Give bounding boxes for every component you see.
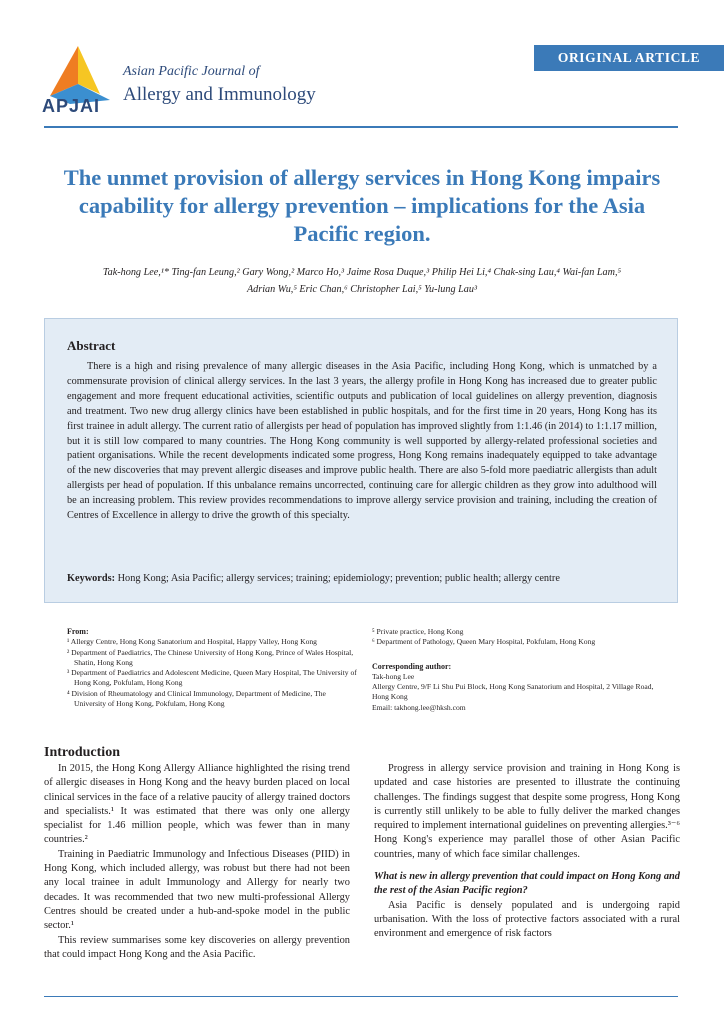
author-list — [56, 264, 668, 298]
intro-paragraph-1: In 2015, the Hong Kong Allergy Alliance highlighted the rising trend of allergic diseases in Hong Kong and the heavy burden placed on local clinical services in the face of a relative paucity of allergy trained doctors and specialists.¹ It was estimated that there was only one allergy specialist for 1.46 million people, which was fewer than in many countries.² — [44, 763, 350, 846]
affiliation-5: ⁵ Private practice, Hong Kong — [372, 627, 464, 636]
affiliation-4: ⁴ Division of Rheumatology and Clinical Immunology, Department of Medicine, The University of Hong Kong, Pokfulam, Hong Kong — [67, 688, 326, 709]
footer-divider — [44, 996, 678, 997]
affiliation-3: ³ Department of Paediatrics and Adolescent Medicine, Queen Mary Hospital, The University of Hong Kong, Pokfulam, Hong Kong — [67, 668, 357, 688]
journal-name-line1: Asian Pacific Journal of — [123, 64, 260, 79]
from-label: From: — [67, 627, 89, 636]
article-type-badge: ORIGINAL ARTICLE — [534, 45, 724, 71]
body-paragraph-asia: Asia Pacific is densely populated and is undergoing rapid urbanisation. With the loss of protective factors associated with a rural environment and emergence of risk factors — [374, 899, 680, 940]
introduction-heading: Introduction — [44, 745, 120, 760]
affiliations-right — [372, 627, 662, 713]
article-title: The unmet provision of allergy services in Hong Kong impairs capability for allergy prevention – implications for the Asia Pacific region. — [63, 165, 661, 246]
body-paragraph-progress: Progress in allergy service provision and training in Hong Kong is updated and case histories are presented to illustrate the continuing challenges. The findings suggest that despite some progress, Hong Kong is currently still unlikely to be able to fully deliver the marked changes required to implement international guidelines on preventing allergies.³⁻⁶ Hong Kong's experience may parallel those of other Asian Pacific countries, many of which face similar challenges. — [374, 763, 680, 860]
affiliation-6: ⁶ Department of Pathology, Queen Mary Hospital, Pokfulam, Hong Kong — [372, 637, 596, 647]
keywords — [67, 573, 667, 584]
keywords-label: Keywords: — [67, 573, 116, 584]
body-column-right — [374, 762, 680, 942]
keywords-list: Hong Kong; Asia Pacific; allergy services; training; epidemiology; prevention; public health; allergy centre — [117, 573, 560, 584]
intro-paragraph-3: This review summarises some key discoveries on allergy prevention that could impact Hong Kong and the Asia Pacific. — [44, 934, 350, 960]
corresponding-email[interactable]: Email: takhong.lee@hksh.com — [372, 702, 466, 712]
abstract-text: There is a high and rising prevalence of many allergic diseases in the Asia Pacific, including Hong Kong, which is unmatched by a commensurate provision of clinical allergy services. In the last 3 years, the allergy profile in Hong Kong has increased due to greater public engagement and more frequent educational activities, scientific outputs and publication of local guidelines on allergy prevention, diagnosis and treatment. Two new drug allergy clinics have been established in public hospitals, and for the first time in 20 years, Hong Kong has its first trainee in adult allergy. The current ratio of allergists per head of population has improved slightly from 1:1.46 (in 2014) to 1:1.17 million, but it is still low compared to many countries. The Hong Kong community is well supported by allergy-related professional societies and patient organisations. While the recent developments indicated some progress, Hong Kong remains inadequately equipped to take advantage of the new discoveries that may prevent allergic diseases and improve public health. There are also 5-fold more paediatric allergists than adult allergists per head of population. If this unbalance remains uncorrected, continuing care for allergic children as they grow into adulthood will be an increasing problem. This review provides recommendations to improve allergy service provision and training, including the creation of Centres of Excellence in allergy to drive the growth of this specialty. — [67, 361, 657, 522]
author-line-2: Adrian Wu,⁵ Eric Chan,⁶ Christopher Lai,⁵ Yu-lung Lau³ — [246, 284, 478, 295]
body-column-left — [44, 762, 350, 962]
header-divider — [44, 126, 678, 128]
logo-text: APJAI — [42, 96, 101, 116]
author-line-1: Tak-hong Lee,¹* Ting-fan Leung,² Gary Wong,² Marco Ho,³ Jaime Rosa Duque,³ Philip Hei Li,⁴ Chak-sing Lau,⁴ Wai-fan Lam,⁵ — [102, 267, 622, 278]
affiliations-left — [67, 627, 357, 709]
section-subheading: What is new in allergy prevention that could impact on Hong Kong and the rest of the Asian Pacific region? — [374, 871, 680, 897]
abstract-heading: Abstract — [67, 338, 116, 353]
intro-paragraph-2: Training in Paediatric Immunology and Infectious Diseases (PIID) in Hong Kong, which included allergy, was robust but there had not been any local trainee in adult Immunology and Allergy for nearly two decades. It was recommended that two new multi-professional Allergy Centres should be created under a hub-and-spoke model in the public sector.¹ — [44, 848, 350, 932]
affiliation-2: ² Department of Paediatrics, The Chinese University of Hong Kong, Prince of Wales Hospital, Shatin, Hong Kong — [67, 647, 354, 667]
corresponding-address: Allergy Centre, 9/F Li Shu Pui Block, Hong Kong Sanatorium and Hospital, 2 Village Road, Hong Kong — [372, 682, 654, 702]
corresponding-name: Tak-hong Lee — [372, 671, 415, 681]
affiliation-1: ¹ Allergy Centre, Hong Kong Sanatorium and Hospital, Happy Valley, Hong Kong — [67, 637, 317, 647]
journal-name-line2: Allergy and Immunology — [123, 84, 316, 105]
corresponding-label: Corresponding author: — [372, 661, 452, 671]
